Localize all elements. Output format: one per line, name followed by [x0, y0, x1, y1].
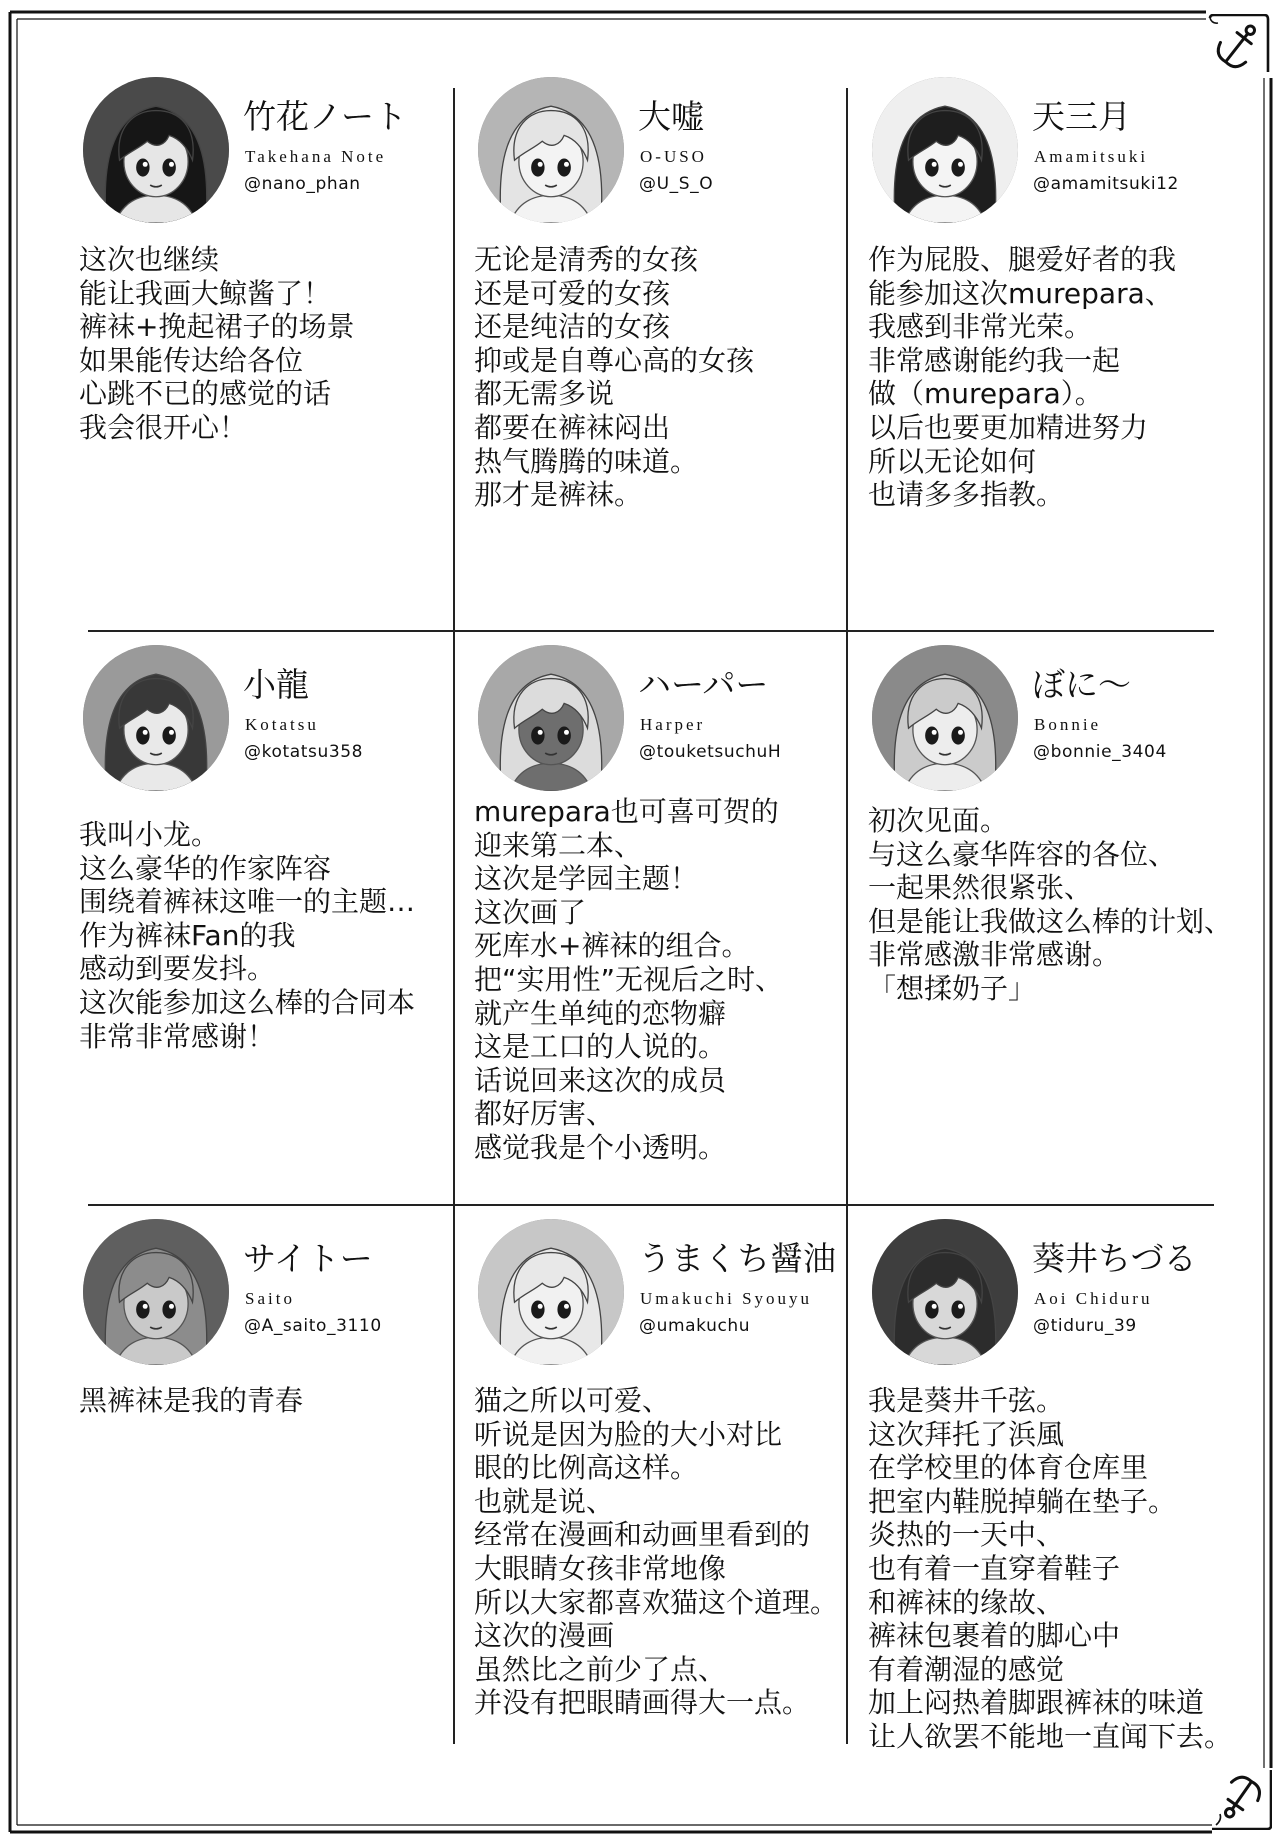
author-name: 大嘘	[638, 97, 704, 136]
message-line: 所以无论如何	[868, 444, 1037, 478]
avatar	[478, 77, 624, 223]
message-line: 作为裤袜Fan的我	[79, 918, 296, 952]
author-message	[474, 795, 783, 1165]
avatar	[83, 77, 229, 223]
message-line: 心跳不已的感觉的话	[79, 377, 332, 411]
author-message	[79, 1384, 303, 1418]
author-card	[79, 645, 449, 1205]
message-line: 还是纯洁的女孩	[474, 310, 671, 344]
author-handle: @bonnie_3404	[1033, 742, 1167, 762]
message-line: 这次是学园主题！	[474, 862, 699, 896]
message-line: 把室内鞋脱掉躺在垫子。	[868, 1484, 1177, 1518]
message-line: 「想揉奶子」	[868, 971, 1037, 1005]
message-line: 能让我画大鲸酱了！	[79, 276, 332, 310]
author-card	[868, 645, 1260, 1205]
message-line: murepara也可喜可贺的	[474, 795, 779, 828]
message-line: 感动到要发抖。	[79, 952, 276, 986]
grid-divider	[846, 88, 848, 1744]
avatar	[478, 645, 624, 791]
author-message	[79, 243, 354, 445]
message-line: 这次拜托了浜風	[868, 1417, 1065, 1451]
message-line: 做（murepara）。	[868, 377, 1103, 411]
message-line: 迎来第二本、	[474, 828, 643, 862]
message-line: 都好厉害、	[474, 1097, 615, 1131]
message-line: 还是可爱的女孩	[474, 276, 671, 310]
message-line: 大眼睛女孩非常地像	[474, 1551, 727, 1585]
author-name: 天三月	[1032, 97, 1131, 136]
author-message	[474, 1384, 838, 1720]
author-handle: @U_S_O	[639, 174, 714, 194]
message-line: 这是工口的人说的。	[474, 1030, 727, 1064]
author-romaji: Kotatsu	[245, 715, 319, 734]
avatar	[83, 1219, 229, 1365]
grid-divider	[453, 88, 455, 1744]
message-line: 话说回来这次的成员	[474, 1063, 727, 1097]
message-line: 非常非常感谢！	[79, 1019, 276, 1053]
message-line: 猫之所以可爱、	[474, 1384, 671, 1417]
message-line: 如果能传达给各位	[79, 343, 304, 377]
anchor-icon	[1208, 14, 1270, 76]
author-romaji: Bonnie	[1034, 715, 1102, 734]
message-line: 经常在漫画和动画里看到的	[474, 1518, 811, 1552]
message-line: 我叫小龙。	[79, 818, 220, 851]
author-card	[79, 1219, 449, 1779]
avatar	[872, 645, 1018, 791]
author-handle: @umakuchu	[639, 1316, 751, 1336]
message-line: 能参加这次murepara、	[868, 276, 1173, 310]
author-name: ハーパー	[638, 665, 769, 704]
message-line: 热气腾腾的味道。	[474, 444, 699, 478]
author-name: うまくち醤油	[638, 1239, 836, 1278]
message-line: 初次见面。	[868, 804, 1009, 837]
message-line: 也就是说、	[474, 1484, 615, 1518]
message-line: 作为屁股、腿爱好者的我	[868, 243, 1177, 276]
message-line: 那才是裤袜。	[474, 478, 643, 512]
avatar	[83, 645, 229, 791]
message-line: 一起果然很紧张、	[868, 871, 1093, 905]
message-line: 我是葵井千弦。	[868, 1384, 1065, 1417]
author-handle: @tiduru_39	[1033, 1316, 1137, 1336]
message-line: 非常感谢能约我一起	[868, 343, 1121, 377]
message-line: 这次也继续	[79, 243, 220, 276]
author-message	[79, 818, 415, 1053]
avatar	[478, 1219, 624, 1365]
message-line: 让人欲罢不能地一直闻下去。	[868, 1719, 1233, 1753]
author-name: 葵井ちづる	[1032, 1239, 1197, 1278]
author-card	[474, 645, 844, 1205]
message-line: 虽然比之前少了点、	[474, 1652, 727, 1686]
author-card	[868, 1219, 1260, 1779]
message-line: 与这么豪华阵容的各位、	[868, 837, 1177, 871]
message-line: 把“实用性”无视后之时、	[474, 962, 784, 996]
author-romaji: Aoi Chiduru	[1034, 1289, 1153, 1308]
message-line: 抑或是自尊心高的女孩	[474, 343, 755, 377]
message-line: 都要在裤袜闷出	[474, 410, 671, 444]
message-line: 这次画了	[474, 895, 587, 929]
author-message	[868, 243, 1176, 512]
avatar	[872, 77, 1018, 223]
author-romaji: Takehana Note	[245, 147, 387, 166]
message-line: 和裤袜的缘故、	[868, 1585, 1065, 1619]
author-message	[868, 1384, 1232, 1754]
message-line: 加上闷热着脚跟裤袜的味道	[868, 1686, 1205, 1720]
message-line: 我会很开心！	[79, 410, 248, 444]
message-line: 这次的漫画	[474, 1619, 615, 1653]
author-handle: @kotatsu358	[244, 742, 364, 762]
author-message	[868, 804, 1232, 1006]
message-line: 裤袜+挽起裙子的场景	[79, 310, 355, 344]
author-handle: @nano_phan	[244, 174, 361, 194]
message-line: 黑裤袜是我的青春	[79, 1384, 304, 1417]
message-line: 这次能参加这么棒的合同本	[79, 985, 416, 1019]
author-romaji: Saito	[245, 1289, 295, 1308]
message-line: 所以大家都喜欢猫这个道理。	[474, 1585, 839, 1619]
author-romaji: Harper	[640, 715, 706, 734]
message-line: 就产生单纯的恋物癖	[474, 996, 727, 1030]
message-line: 非常感激非常感谢。	[868, 938, 1121, 972]
author-name: ぼに〜	[1032, 665, 1131, 704]
author-name: サイトー	[243, 1239, 373, 1278]
message-line: 炎热的一天中、	[868, 1518, 1065, 1552]
author-card	[868, 77, 1260, 637]
message-line: 听说是因为脸的大小对比	[474, 1417, 783, 1451]
message-line: 死库水+裤袜的组合。	[474, 929, 750, 963]
message-line: 无论是清秀的女孩	[474, 243, 699, 276]
message-line: 眼的比例高这样。	[474, 1451, 699, 1485]
message-line: 围绕着裤袜这唯一的主题…	[79, 885, 416, 919]
message-line: 在学校里的体育仓库里	[868, 1451, 1149, 1485]
author-name: 小龍	[243, 665, 309, 704]
message-line: 感觉我是个小透明。	[474, 1130, 727, 1164]
message-line: 我感到非常光荣。	[868, 310, 1093, 344]
author-card	[474, 77, 844, 637]
message-line: 但是能让我做这么棒的计划、	[868, 904, 1233, 938]
author-message	[474, 243, 754, 512]
message-line: 裤袜包裹着的脚心中	[868, 1619, 1121, 1653]
author-handle: @touketsuchuH	[639, 742, 782, 762]
author-name: 竹花ノート	[243, 97, 408, 136]
message-line: 也请多多指教。	[868, 478, 1065, 512]
message-line: 这么豪华的作家阵容	[79, 851, 332, 885]
author-romaji: Umakuchi Syouyu	[640, 1289, 813, 1308]
author-romaji: Amamitsuki	[1034, 147, 1149, 166]
author-handle: @A_saito_3110	[244, 1316, 382, 1336]
avatar	[872, 1219, 1018, 1365]
message-line: 以后也要更加精进努力	[868, 410, 1149, 444]
author-card	[79, 77, 449, 637]
message-line: 并没有把眼睛画得大一点。	[474, 1686, 811, 1720]
message-line: 有着潮湿的感觉	[868, 1652, 1065, 1686]
message-line: 也有着一直穿着鞋子	[868, 1551, 1121, 1585]
author-card	[474, 1219, 844, 1779]
message-line: 都无需多说	[474, 377, 615, 411]
author-handle: @amamitsuki12	[1033, 174, 1179, 194]
author-romaji: O-USO	[640, 147, 707, 166]
